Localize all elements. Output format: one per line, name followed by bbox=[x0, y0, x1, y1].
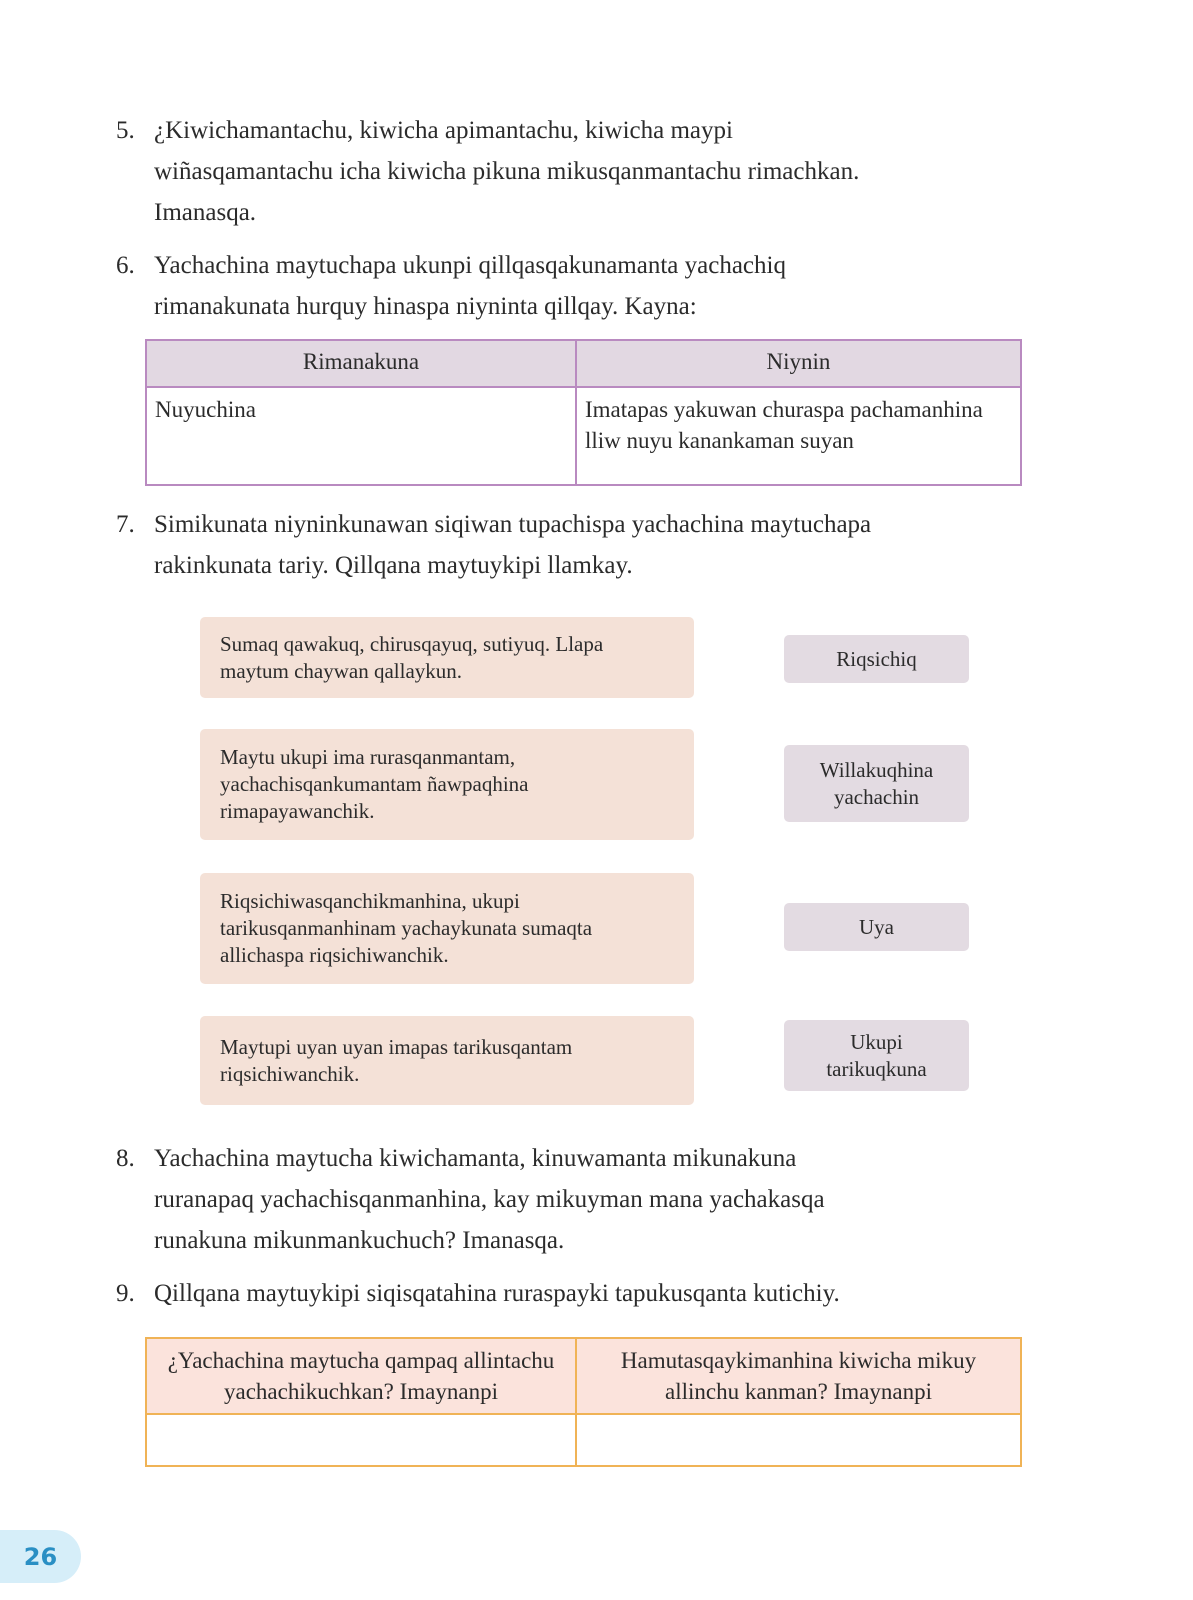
vocabulary-table bbox=[145, 339, 1022, 486]
text-line: Yachachina maytuchapa ukunpi qillqasqakunamanta yachachiq bbox=[154, 252, 786, 279]
term-text: Ukupi tarikuqkuna bbox=[826, 1029, 927, 1081]
definition-text: Maytupi uyan uyan imapas tarikusqantam riqsichiwanchik. bbox=[220, 1034, 573, 1086]
table-header: Hamutasqaykimanhina kiwicha mikuy allinchu kanman? Imaynanpi bbox=[576, 1338, 1021, 1414]
text-line: rakinkunata tariy. Qillqana maytuykipi llamkay. bbox=[154, 552, 633, 579]
table-header: Niynin bbox=[576, 340, 1021, 387]
reflection-table bbox=[145, 1337, 1022, 1467]
question-7 bbox=[116, 504, 1016, 586]
question-text bbox=[154, 504, 1016, 586]
text-line: rimanakunata hurquy hinaspa niyninta qillqay. Kayna: bbox=[154, 293, 697, 320]
term-card bbox=[784, 903, 969, 951]
table-header-row bbox=[146, 1338, 1021, 1414]
question-number: 5. bbox=[116, 117, 135, 144]
definition-text: Sumaq qawakuq, chirusqayuq, sutiyuq. Llapa maytum chaywan qallaykun. bbox=[220, 631, 604, 683]
definition-text: Riqsichiwasqanchikmanhina, ukupi tarikusqanmanhinam yachaykunata sumaqta allichaspa riqsichiwanchik. bbox=[220, 889, 593, 967]
text-line: Imanasqa. bbox=[154, 199, 257, 226]
table-cell: Nuyuchina bbox=[146, 387, 576, 485]
table-cell: Imatapas yakuwan churaspa pachamanhina lliw nuyu kanankaman suyan bbox=[576, 387, 1021, 485]
table-row bbox=[146, 387, 1021, 485]
definition-card bbox=[200, 617, 694, 698]
question-text bbox=[154, 1138, 1016, 1261]
question-number: 9. bbox=[116, 1280, 135, 1307]
question-number: 8. bbox=[116, 1145, 135, 1172]
term-card bbox=[784, 1020, 969, 1091]
table-header: Rimanakuna bbox=[146, 340, 576, 387]
question-number: 7. bbox=[116, 511, 135, 538]
text-line: Simikunata niyninkunawan siqiwan tupachispa yachachina maytuchapa bbox=[154, 511, 872, 538]
table-header-row bbox=[146, 340, 1021, 387]
term-text: Uya bbox=[859, 914, 894, 939]
text-line: runakuna mikunmankuchuch? Imanasqa. bbox=[154, 1227, 565, 1254]
term-text: Riqsichiq bbox=[836, 646, 917, 671]
table-row bbox=[146, 1414, 1021, 1466]
term-card bbox=[784, 745, 969, 822]
question-text bbox=[154, 1273, 1016, 1314]
question-text bbox=[154, 110, 1016, 233]
term-card bbox=[784, 635, 969, 683]
question-6 bbox=[116, 245, 1016, 327]
question-8 bbox=[116, 1138, 1016, 1261]
definition-text: Maytu ukupi ima rurasqanmantam, yachachisqankumantam ñawpaqhina rimapayawanchik. bbox=[220, 745, 529, 823]
text-line: ruranapaq yachachisqanmanhina, kay mikuyman mana yachakasqa bbox=[154, 1186, 825, 1213]
text-line: Yachachina maytucha kiwichamanta, kinuwamanta mikunakuna bbox=[154, 1145, 797, 1172]
page-number-tab bbox=[0, 1530, 81, 1583]
page-number: 26 bbox=[23, 1542, 58, 1571]
text-line: ¿Kiwichamantachu, kiwicha apimantachu, kiwicha maypi bbox=[154, 117, 733, 144]
question-9 bbox=[116, 1273, 1016, 1314]
term-text: Willakuqhina yachachin bbox=[819, 757, 934, 809]
text-line: Qillqana maytuykipi siqisqatahina ruraspayki tapukusqanta kutichiy. bbox=[154, 1280, 840, 1307]
answer-cell bbox=[146, 1414, 576, 1466]
definition-card bbox=[200, 873, 694, 984]
definition-card bbox=[200, 729, 694, 840]
text-line: wiñasqamantachu icha kiwicha pikuna mikusqanmantachu rimachkan. bbox=[154, 158, 860, 185]
answer-cell bbox=[576, 1414, 1021, 1466]
question-5 bbox=[116, 110, 1016, 233]
table-header: ¿Yachachina maytucha qampaq allintachu yachachikuchkan? Imaynanpi bbox=[146, 1338, 576, 1414]
question-text bbox=[154, 245, 1016, 327]
question-number: 6. bbox=[116, 252, 135, 279]
definition-card bbox=[200, 1016, 694, 1105]
